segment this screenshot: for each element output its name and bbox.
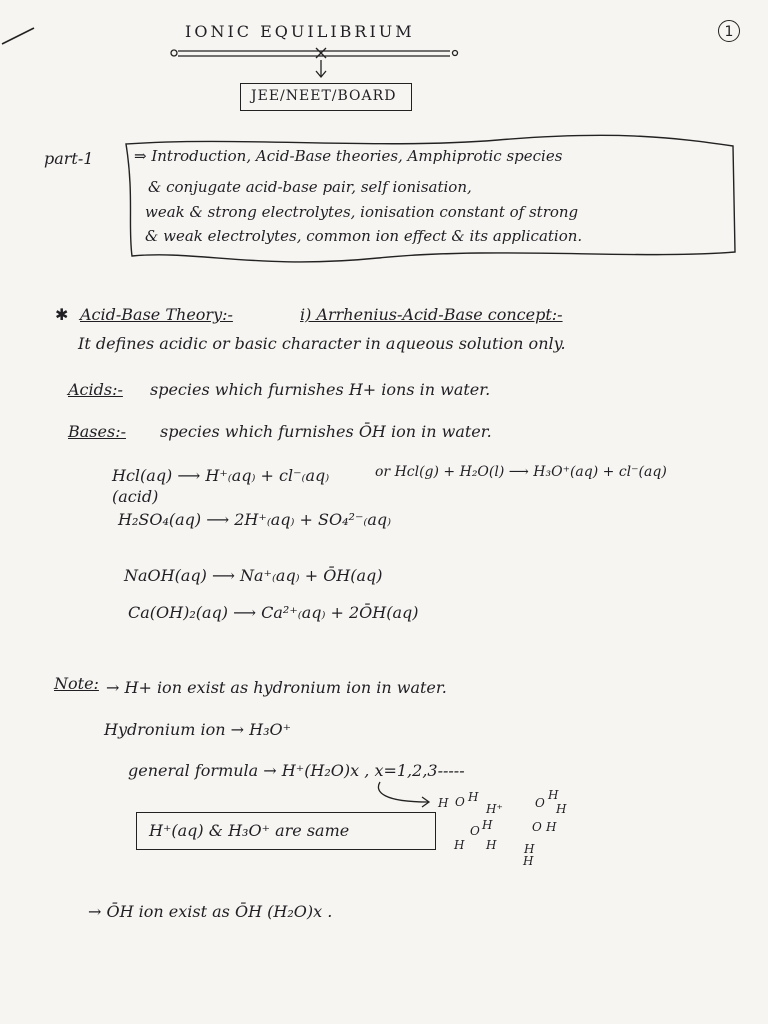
margin-pen-mark bbox=[0, 18, 40, 48]
equation-naoh: NaOH(aq) ⟶ Na⁺₍aq₎ + ŌH(aq) bbox=[124, 566, 383, 585]
equilibrium-arrow-icon bbox=[168, 44, 468, 84]
cluster-atom: H bbox=[482, 818, 493, 832]
bases-label: Bases:- bbox=[68, 422, 126, 441]
star-bullet: ✱ bbox=[55, 305, 69, 324]
hydronium-same-box bbox=[136, 812, 436, 850]
part1-line-1: ⇒ Introduction, Acid-Base theories, Amphiprotic species bbox=[134, 147, 563, 165]
hydronium-same-text: H⁺(aq) & H₃O⁺ are same bbox=[149, 821, 350, 840]
equation-caoh2: Ca(OH)₂(aq) ⟶ Ca²⁺₍aq₎ + 2ŌH(aq) bbox=[128, 603, 419, 622]
cluster-atom: O bbox=[532, 820, 542, 834]
cluster-atom: H bbox=[438, 796, 449, 810]
acids-label: Acids:- bbox=[68, 380, 123, 399]
cluster-atom: O bbox=[455, 795, 465, 809]
bases-definition: species which furnishes ŌH ion in water. bbox=[160, 422, 492, 441]
cluster-atom: H bbox=[468, 790, 479, 804]
hydration-cluster bbox=[430, 782, 600, 868]
acid-note: (acid) bbox=[112, 487, 159, 506]
cluster-atom: H bbox=[556, 802, 567, 816]
equation-h2so4: H₂SO₄(aq) ⟶ 2H⁺₍aq₎ + SO₄²⁻₍aq₎ bbox=[118, 510, 392, 529]
general-formula: general formula → H⁺(H₂O)x , x=1,2,3----- bbox=[128, 761, 465, 780]
cluster-atom: H⁺ bbox=[486, 802, 503, 816]
cluster-atom: O bbox=[535, 796, 545, 810]
part1-line-4: & weak electrolytes, common ion effect & its application. bbox=[145, 227, 583, 245]
hydronium-line: Hydronium ion → H₃O⁺ bbox=[104, 720, 292, 739]
part1-line-3: weak & strong electrolytes, ionisation constant of strong bbox=[145, 203, 579, 221]
page-number-badge bbox=[718, 20, 740, 42]
cluster-atom: H bbox=[486, 838, 497, 852]
cluster-atom: H bbox=[546, 820, 557, 834]
acid-base-heading: Acid-Base Theory:- bbox=[80, 305, 233, 324]
arrhenius-concept: i) Arrhenius-Acid-Base concept:- bbox=[300, 305, 563, 324]
exam-box-label: JEE/NEET/BOARD bbox=[251, 88, 397, 104]
cluster-atom: O bbox=[470, 824, 480, 838]
exam-box bbox=[240, 83, 412, 111]
acids-definition: species which furnishes H+ ions in water. bbox=[150, 380, 491, 399]
hydroxide-line: → ŌH ion exist as ŌH (H₂O)x . bbox=[88, 902, 333, 921]
cluster-atom: H bbox=[524, 842, 535, 856]
page-title: IONIC EQUILIBRIUM bbox=[185, 22, 415, 41]
cluster-atom: H bbox=[523, 854, 534, 868]
equation-hcl-alt: or Hcl(g) + H₂O(l) ⟶ H₃O⁺(aq) + cl⁻(aq) bbox=[375, 464, 667, 480]
equation-hcl: Hcl(aq) ⟶ H⁺₍aq₎ + cl⁻₍aq₎ bbox=[112, 466, 330, 485]
page-number: 1 bbox=[724, 24, 734, 40]
note-label: Note: bbox=[54, 674, 99, 693]
part1-line-2: & conjugate acid-base pair, self ionisation, bbox=[148, 178, 472, 196]
cluster-atom: H bbox=[454, 838, 465, 852]
arrhenius-definition: It defines acidic or basic character in aqueous solution only. bbox=[78, 334, 566, 353]
note-text: → H+ ion exist as hydronium ion in water. bbox=[106, 678, 447, 697]
part1-label: part-1 bbox=[44, 149, 94, 168]
cluster-atom: H bbox=[548, 788, 559, 802]
